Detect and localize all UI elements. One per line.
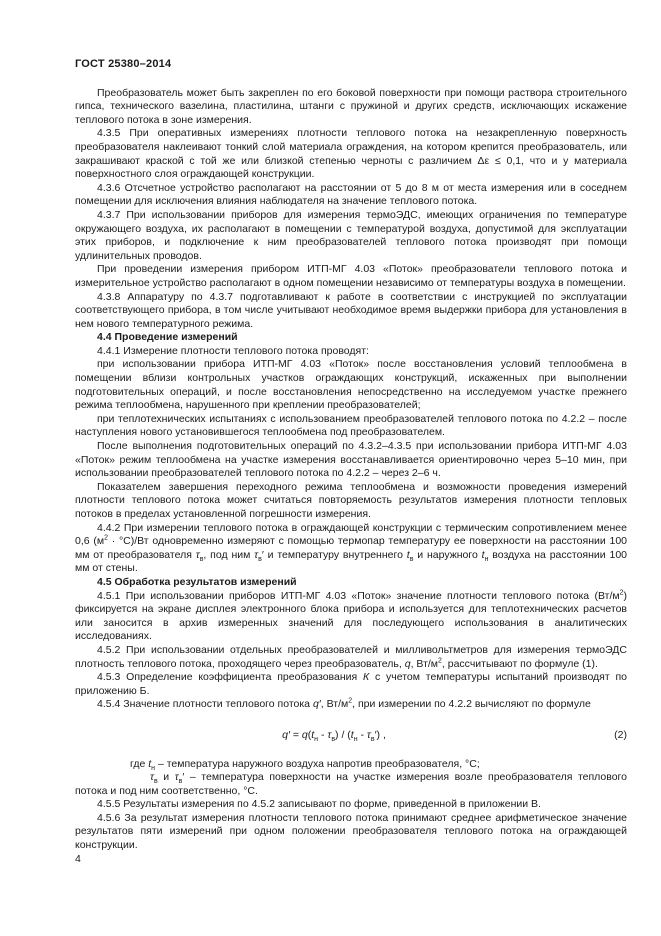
section-heading-4-4: 4.4 Проведение измерений — [97, 331, 238, 344]
formula-number: (2) — [614, 728, 627, 741]
document-content — [75, 58, 627, 853]
paragraph-4-3-8: 4.3.8 Аппаратуру по 4.3.7 подготавливают к работе в соответствии с инструкцией по эксплуатации соответствующего прибора, в том числе учитывают необходимое время выдержки прибора для установления в нем нового температурного режима. — [75, 290, 627, 330]
paragraph-4-4-1-case-transducers: при теплотехнических испытаниях с использованием преобразователей теплового потока по 4.2.2 – после наступления нового установившегося теплообмена под преобразователем. — [75, 412, 627, 439]
paragraph-4-4-2: 4.4.2 При измерении теплового потока в ограждающей конструкции с термическим сопротивлением менее 0,6 $(м^2 \cdot ^\circ С)/Вт$ одновременно измеряют с помощью термопар температуру ее поверхности на расстоянии 100 мм от преобразователя $\tau_в$, под ним $\tau_в'$ и температуру внутреннего $t_в$ и наружного $t_н$ воздуха на расстоянии 100 мм от стены. — [75, 521, 627, 575]
paragraph-4-4-1: 4.4.1 Измерение плотности теплового потока проводят: — [97, 344, 369, 357]
formula-expression: $q' = q(t_н - \tau_в) / (t_н - \tau_в')$ , — [282, 728, 386, 743]
section-heading-4-5: 4.5 Обработка результатов измерений — [97, 575, 297, 588]
paragraph-4-3-7-note: При проведении измерения прибором ИТП-МГ 4.03 «Поток» преобразователи теплового потока и измерительное устройство располагают в одном помещении независимо от температуры воздуха в помещении. — [75, 263, 627, 289]
paragraph-4-3-6: 4.3.6 Отсчетное устройство располагают на расстоянии от 5 до 8 м от места измерения или в соседнем помещении для исключения влияния наблюдателя на значение теплового потока. — [75, 181, 627, 208]
paragraph-4-4-1-case-itp: при использовании прибора ИТП-МГ 4.03 «Поток» после восстановления условий теплообмена в помещении вблизи контрольных участков ограждающих конструкций, искаженных при выполнении подготовительных операций, и после восстановления непосредственно на исследуемом участке прежнего режима теплообмена, нарушенного при креплении преобразователей; — [75, 358, 627, 412]
page-number: 4 — [75, 853, 81, 865]
paragraph-4-5-6: 4.5.6 За результат измерения плотности теплового потока принимают среднее арифметическое значение результатов пяти измерений при одном положении преобразователя теплового потока на ограждающей конструкции. — [75, 811, 627, 852]
paragraph-4-5-1: 4.5.1 При использовании приборов ИТП-МГ 4.03 «Поток» значение плотности теплового потока $(Вт/м^2)$ фиксируется на экране дисплея электронного блока прибора и используется для теплотехнических расчетов или заносится в архив измеренных значений для последующего использования в аналитических исследованиях. — [75, 589, 627, 643]
paragraph-4-5-2: 4.5.2 При использовании отдельных преобразователей и милливольтметров для измерения термоЭДС плотность теплового потока, проходящего через преобразователь, q, $Вт/м^2$, рассчитывают по формуле (1). — [75, 643, 627, 670]
paragraph-4-5-4: 4.5.4 Значение плотности теплового потока q′, $Вт/м^2$, при измерении по 4.2.2 вычисляют по формуле — [97, 697, 591, 711]
paragraph-4-3-7: 4.3.7 При использовании приборов для измерения термоЭДС, имеющих ограничения по температуре окружающего воздуха, их располагают в помещении с температурой воздуха, допустимой для эксплуатации этих приборов, и подключение к ним преобразователей теплового потока производят при помощи удлинительных проводов. — [75, 208, 627, 262]
paragraph-transducer-fixing: Преобразователь может быть закреплен по его боковой поверхности при помощи раствора строительного гипса, технического вазелина, пластилина, штанги с пружиной и других средств, исключающих искажение теплового потока в зоне измерения. — [75, 86, 627, 126]
paragraph-4-3-5: 4.3.5 При оперативных измерениях плотности теплового потока на незакрепленную поверхность преобразователя наклеивают тонкий слой материала ограждения, на котором крепится преобразователь, или закрашивают краской с той же или близкой степенью черноты с различием Δε ≤ 0,1, что и у материала поверхностного слоя ограждающей конструкции. — [75, 127, 627, 181]
formula-2 — [75, 729, 627, 743]
paragraph-4-4-1-completion-indicator: Показателем завершения переходного режима теплообмена и возможности проведения измерений плотности теплового потока может считаться повторяемость результатов измерения плотности тепловых потоков в пределах установленной погрешности измерения. — [75, 480, 627, 520]
paragraph-4-4-1-recovery-time: После выполнения подготовительных операций по 4.3.2–4.3.5 при использовании прибора ИТП-МГ 4.03 «Поток» режим теплообмена на участке измерения восстанавливается ориентировочно через 5–10 мин, при использовании преобразователей теплового потока по 4.2.2 – через 2–6 ч. — [75, 440, 627, 480]
document-header: ГОСТ 25380–2014 — [75, 58, 172, 70]
paragraph-formula-where-tau: $\tau_в$ и $\tau_в'$ – температура поверхности на участке измерения возле преобразователя теплового потока и под ним соответственно, °С. — [75, 771, 627, 797]
paragraph-4-5-5: 4.5.5 Результаты измерения по 4.5.2 записывают по форме, приведенной в приложении В. — [97, 798, 541, 811]
paragraph-formula-where-tn: где $t_н$ – температура наружного воздуха напротив преобразователя, °С; — [130, 757, 480, 772]
paragraph-4-5-3: 4.5.3 Определение коэффициента преобразования К с учетом температуры испытаний производят по приложению Б. — [75, 671, 627, 697]
